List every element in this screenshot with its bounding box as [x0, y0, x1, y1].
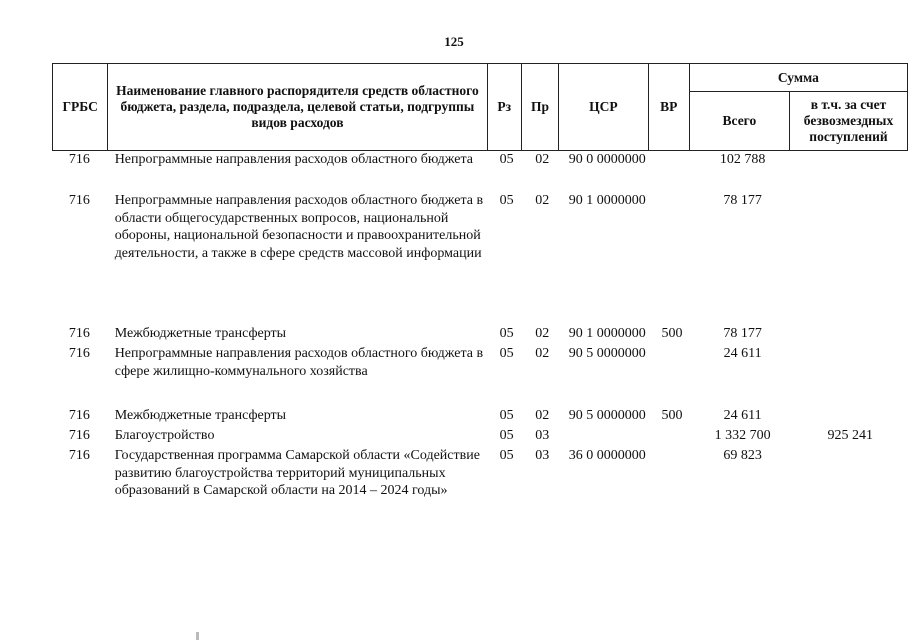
cell-free [793, 151, 908, 192]
cell-csr: 90 0 0000000 [568, 152, 646, 167]
table-row [52, 427, 908, 447]
cell-vr [651, 151, 692, 192]
table-row [52, 345, 908, 407]
cell-total: 78 177 [723, 326, 762, 341]
table-row [52, 447, 908, 527]
header-rz: Рз [487, 64, 521, 151]
cell-name: Непрограммные направления расходов областного бюджета в сфере жилищно-коммунального хозяйства [114, 346, 484, 379]
header-pr: Пр [521, 64, 558, 151]
table-row [52, 151, 908, 192]
cell-name: Непрограммные направления расходов областного бюджета [114, 152, 473, 167]
cell-rz: 05 [499, 428, 514, 443]
cell-csr: 90 1 0000000 [568, 193, 646, 208]
cell-grbs: 716 [68, 428, 90, 443]
cell-rz: 05 [499, 346, 514, 361]
cell-grbs: 716 [68, 326, 90, 341]
cell-total: 24 611 [723, 346, 762, 361]
cell-rz: 05 [499, 152, 514, 167]
cell-grbs: 716 [68, 408, 90, 423]
cell-total: 24 611 [723, 408, 762, 423]
cell-grbs: 716 [68, 448, 90, 463]
cell-free: 925 241 [827, 428, 874, 443]
cell-csr: 90 5 0000000 [568, 346, 646, 361]
cell-free [793, 192, 908, 325]
cell-name: Непрограммные направления расходов областного бюджета в области общегосударственных вопросов, национальной обороны, национальной безопасности и правоохранительной деятельности, а также в сфере средств массовой информации [114, 193, 484, 261]
header-csr: ЦСР [559, 64, 648, 151]
cell-csr [561, 427, 652, 447]
cell-free [793, 325, 908, 345]
cell-free [793, 447, 908, 527]
header-total: Всего [689, 92, 789, 151]
budget-table [52, 151, 908, 527]
cell-name: Межбюджетные трансферты [114, 408, 287, 423]
table-row [52, 192, 908, 325]
cell-csr: 36 0 0000000 [568, 448, 646, 463]
cell-pr: 03 [535, 448, 550, 463]
cell-pr: 02 [535, 152, 550, 167]
header-name: Наименование главного распорядителя средств областного бюджета, раздела, подраздела, целевой статьи, подгруппы видов расходов [108, 64, 487, 151]
table-header [52, 63, 908, 151]
cell-vr [651, 345, 692, 407]
cell-vr [651, 447, 692, 527]
cell-grbs: 716 [68, 152, 90, 167]
cell-rz: 05 [499, 448, 514, 463]
cell-free [793, 345, 908, 407]
cell-name: Государственная программа Самарской области «Содействие развитию благоустройства территорий муниципальных образований в Самарской области на 2014 – 2024 годы» [114, 448, 480, 498]
header-sum: Сумма [689, 64, 907, 92]
cell-name: Межбюджетные трансферты [114, 326, 287, 341]
header-vr: ВР [648, 64, 689, 151]
cell-vr [651, 192, 692, 325]
cell-vr [651, 427, 692, 447]
cell-pr: 02 [535, 326, 550, 341]
cell-grbs: 716 [68, 193, 90, 208]
cell-pr: 03 [535, 428, 550, 443]
cell-total: 69 823 [723, 448, 762, 463]
cell-grbs: 716 [68, 346, 90, 361]
cell-rz: 05 [499, 326, 514, 341]
cell-rz: 05 [499, 193, 514, 208]
cell-csr: 90 5 0000000 [568, 408, 646, 423]
table-row [52, 325, 908, 345]
header-free: в т.ч. за счет безвозмездных поступлений [790, 92, 908, 151]
page-number: 125 [444, 34, 464, 49]
cell-rz: 05 [499, 408, 514, 423]
cell-total: 1 332 700 [714, 428, 771, 443]
cell-total: 78 177 [723, 193, 762, 208]
cell-pr: 02 [535, 193, 550, 208]
cell-vr: 500 [661, 326, 683, 341]
scan-artifact [196, 632, 199, 640]
cell-name: Благоустройство [114, 428, 215, 443]
cell-pr: 02 [535, 346, 550, 361]
table-row [52, 407, 908, 427]
cell-total: 102 788 [719, 152, 766, 167]
cell-vr: 500 [661, 408, 683, 423]
header-grbs: ГРБС [53, 64, 108, 151]
cell-csr: 90 1 0000000 [568, 326, 646, 341]
cell-free [793, 407, 908, 427]
cell-pr: 02 [535, 408, 550, 423]
